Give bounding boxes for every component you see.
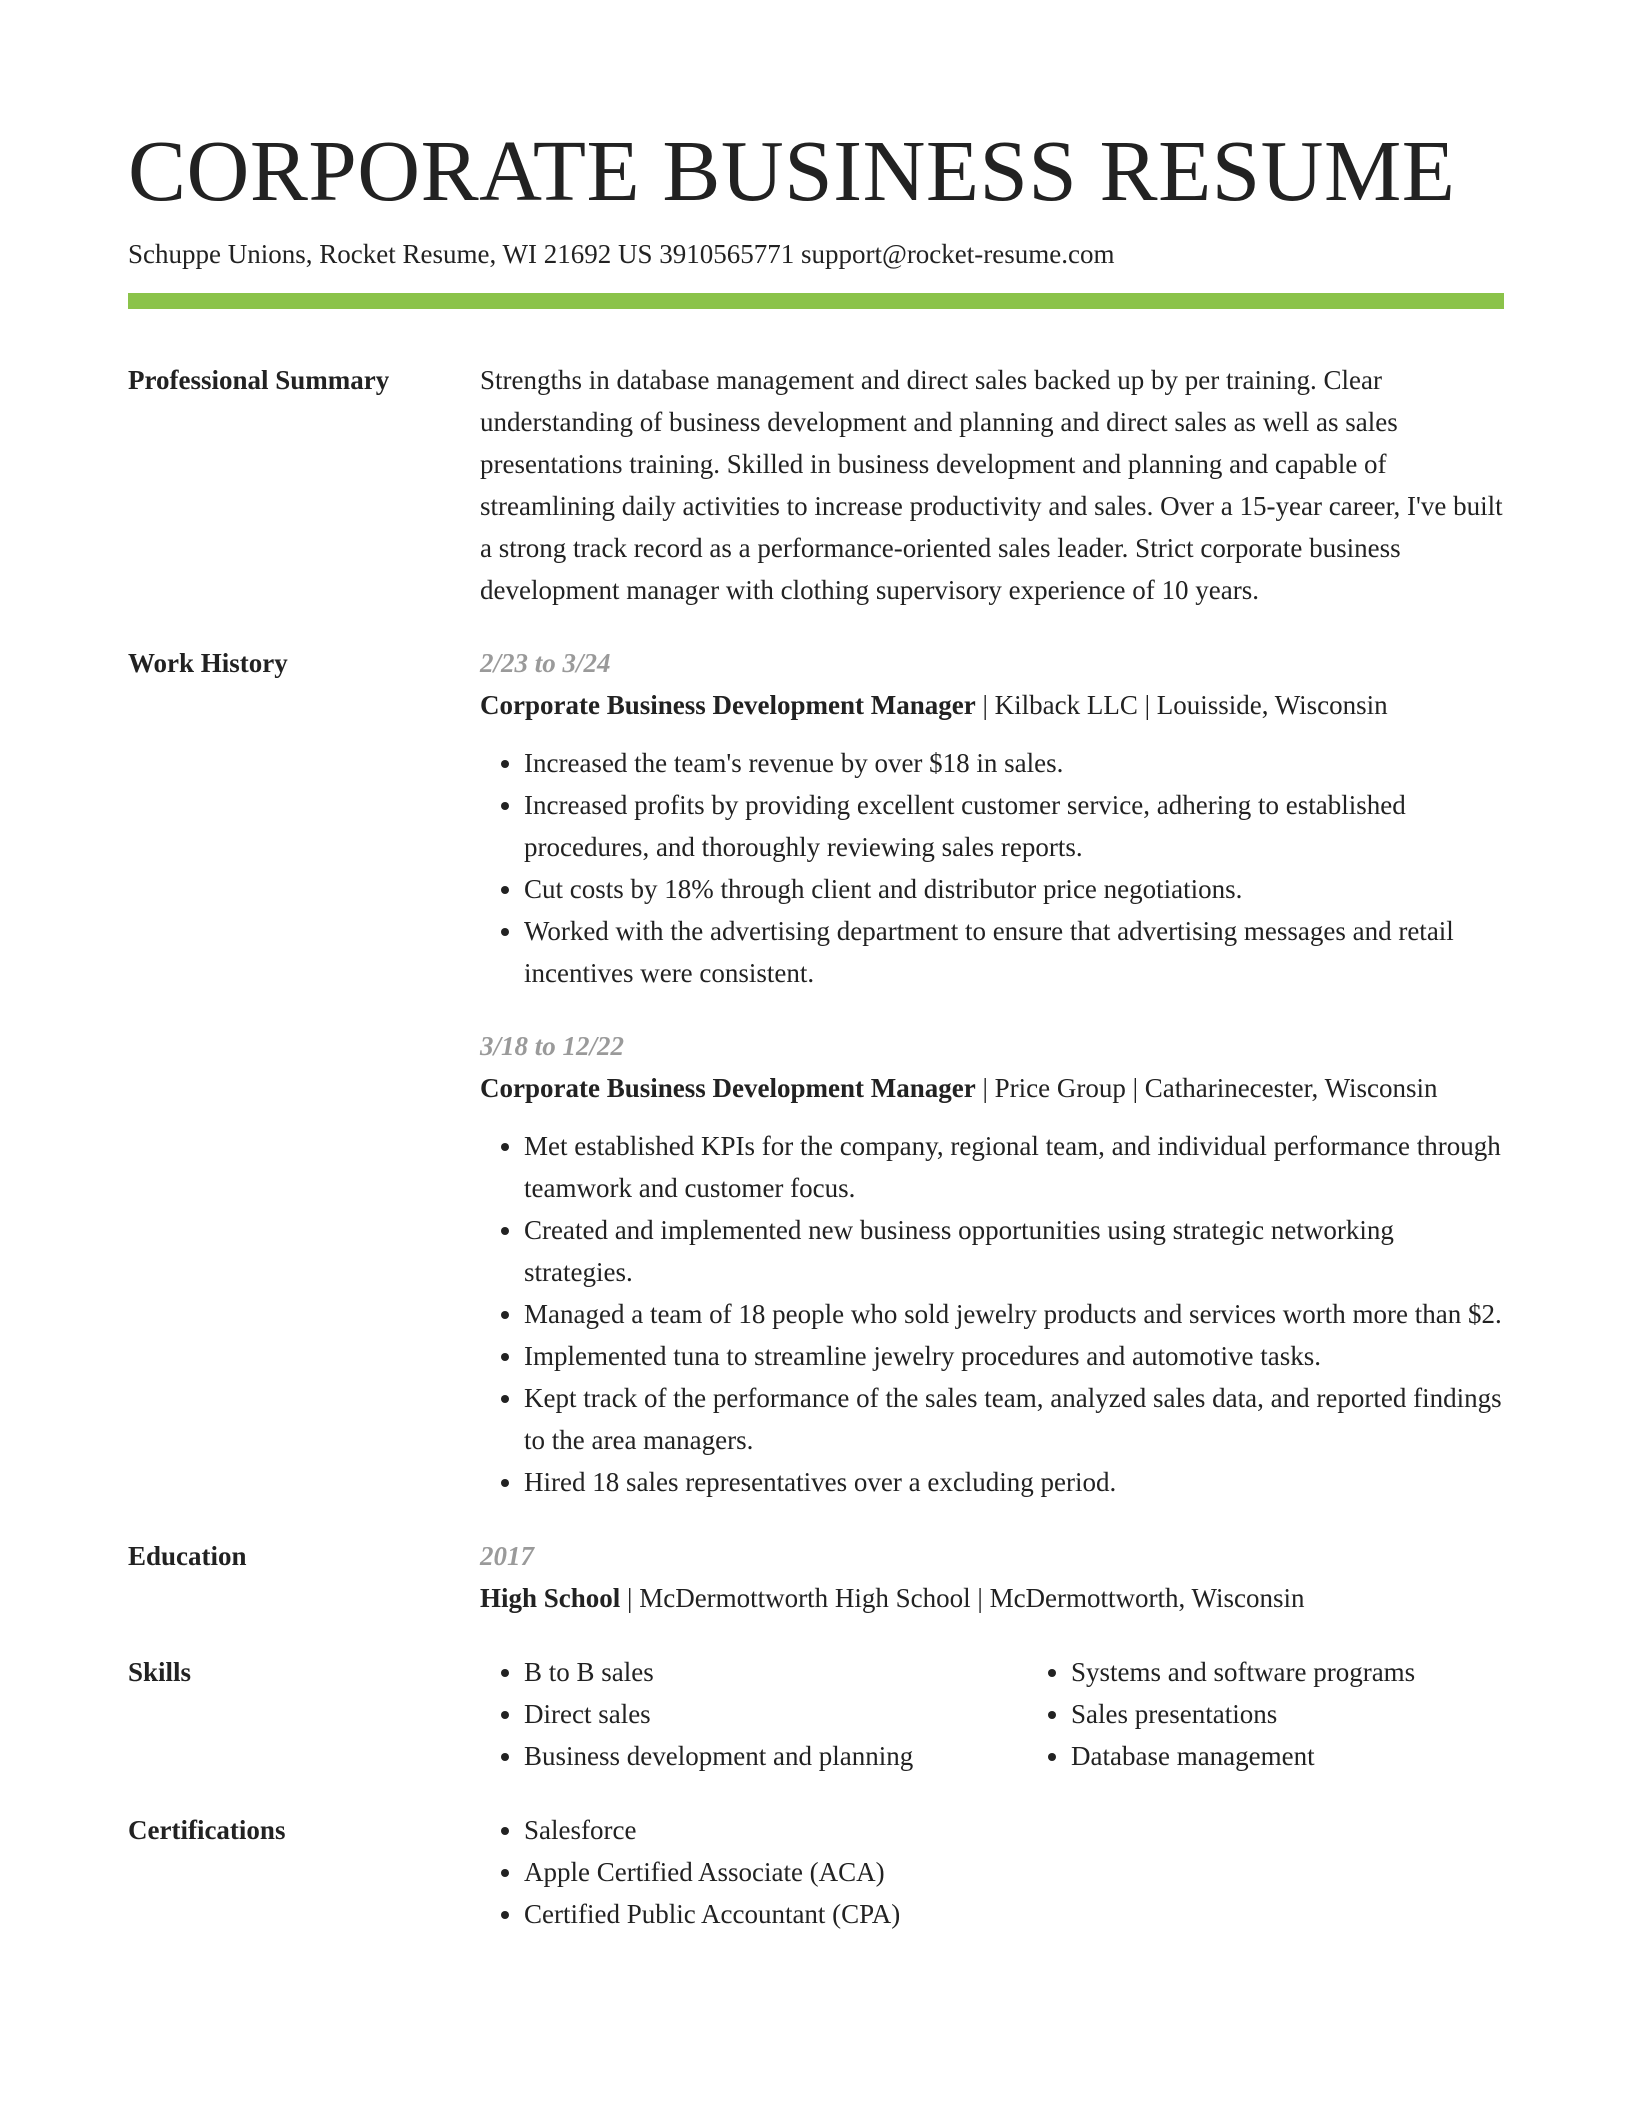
- education-heading: [480, 1577, 1504, 1619]
- list-item: • Increased the team's revenue by over $18 in sales.: [524, 742, 1504, 784]
- work-history-section: [128, 642, 1504, 1503]
- list-item: • B to B sales: [524, 1651, 984, 1693]
- education-section: [128, 1535, 1504, 1619]
- list-item: • Implemented tuna to streamline jewelry procedures and automotive tasks.: [524, 1335, 1504, 1377]
- list-item: • Systems and software programs: [1071, 1651, 1551, 1693]
- work-history-body: [480, 642, 1504, 1503]
- skills-left-column: [480, 1651, 984, 1777]
- list-item: • Business development and planning: [524, 1735, 984, 1777]
- list-item: • Created and implemented new business opportunities using strategic networking strategies.: [524, 1209, 1504, 1293]
- job-dates: 2/23 to 3/24: [480, 648, 611, 678]
- list-item: • Met established KPIs for the company, regional team, and individual performance through teamwork and customer focus.: [524, 1125, 1504, 1209]
- list-item: • Cut costs by 18% through client and distributor price negotiations.: [524, 868, 1504, 910]
- list-item: • Salesforce: [524, 1809, 1504, 1851]
- list-item: • Worked with the advertising department to ensure that advertising messages and retail incentives were consistent.: [524, 910, 1504, 994]
- job-entry: [480, 642, 1504, 994]
- job-bullets: [480, 1125, 1504, 1503]
- list-item: • Kept track of the performance of the sales team, analyzed sales data, and reported findings to the area managers.: [524, 1377, 1504, 1461]
- resume-title: CORPORATE BUSINESS RESUME: [128, 122, 1456, 219]
- list-item: • Hired 18 sales representatives over a excluding period.: [524, 1461, 1504, 1503]
- accent-divider: [128, 293, 1504, 309]
- education-year: 2017: [480, 1541, 534, 1571]
- certifications-list: [480, 1809, 1504, 1935]
- job-title: Corporate Business Development Manager: [480, 690, 976, 720]
- skills-right-column: [1027, 1651, 1551, 1777]
- work-history-label: Work History: [128, 648, 288, 678]
- list-item: • Increased profits by providing excellent customer service, adhering to established procedures, and thoroughly reviewing sales reports.: [524, 784, 1504, 868]
- education-degree: High School: [480, 1583, 621, 1613]
- job-company-location: | Kilback LLC | Louisside, Wisconsin: [975, 690, 1388, 720]
- education-body: [480, 1535, 1504, 1619]
- job-title: Corporate Business Development Manager: [480, 1073, 976, 1103]
- list-item: • Direct sales: [524, 1693, 984, 1735]
- certifications-section: [128, 1809, 1504, 1935]
- job-heading: [480, 684, 1504, 726]
- list-item: • Managed a team of 18 people who sold jewelry products and services worth more than $2.: [524, 1293, 1504, 1335]
- certifications-body: [480, 1809, 1504, 1935]
- education-label: Education: [128, 1541, 247, 1571]
- job-bullets: [480, 742, 1504, 994]
- skills-section: [128, 1651, 1504, 1777]
- list-item: • Certified Public Accountant (CPA): [524, 1893, 1504, 1935]
- job-company-location: | Price Group | Catharinecester, Wisconsin: [975, 1073, 1438, 1103]
- list-item: • Sales presentations: [1071, 1693, 1551, 1735]
- list-item: • Database management: [1071, 1735, 1551, 1777]
- job-entry: [480, 1025, 1504, 1503]
- skills-label: Skills: [128, 1657, 192, 1687]
- skills-grid: [480, 1651, 1551, 1777]
- summary-label: Professional Summary: [128, 365, 390, 395]
- list-item: • Apple Certified Associate (ACA): [524, 1851, 1504, 1893]
- education-school-location: | McDermottworth High School | McDermottworth, Wisconsin: [620, 1583, 1305, 1613]
- summary-text: Strengths in database management and direct sales backed up by per training. Clear understanding of business development and planning and direct sales as well as sales presentations training. Skilled in business development and planning and capable of streamlining daily activities to increase productivity and sales. Over a 15-year career, I've built a strong track record as a performance-oriented sales leader. Strict corporate business development manager with clothing supervisory experience of 10 years.: [480, 365, 1503, 605]
- job-heading: [480, 1067, 1504, 1109]
- summary-section: [128, 359, 1504, 611]
- job-dates: 3/18 to 12/22: [480, 1031, 625, 1061]
- contact-line: Schuppe Unions, Rocket Resume, WI 21692 US 3910565771 support@rocket-resume.com: [128, 239, 1115, 269]
- certifications-label: Certifications: [128, 1815, 286, 1845]
